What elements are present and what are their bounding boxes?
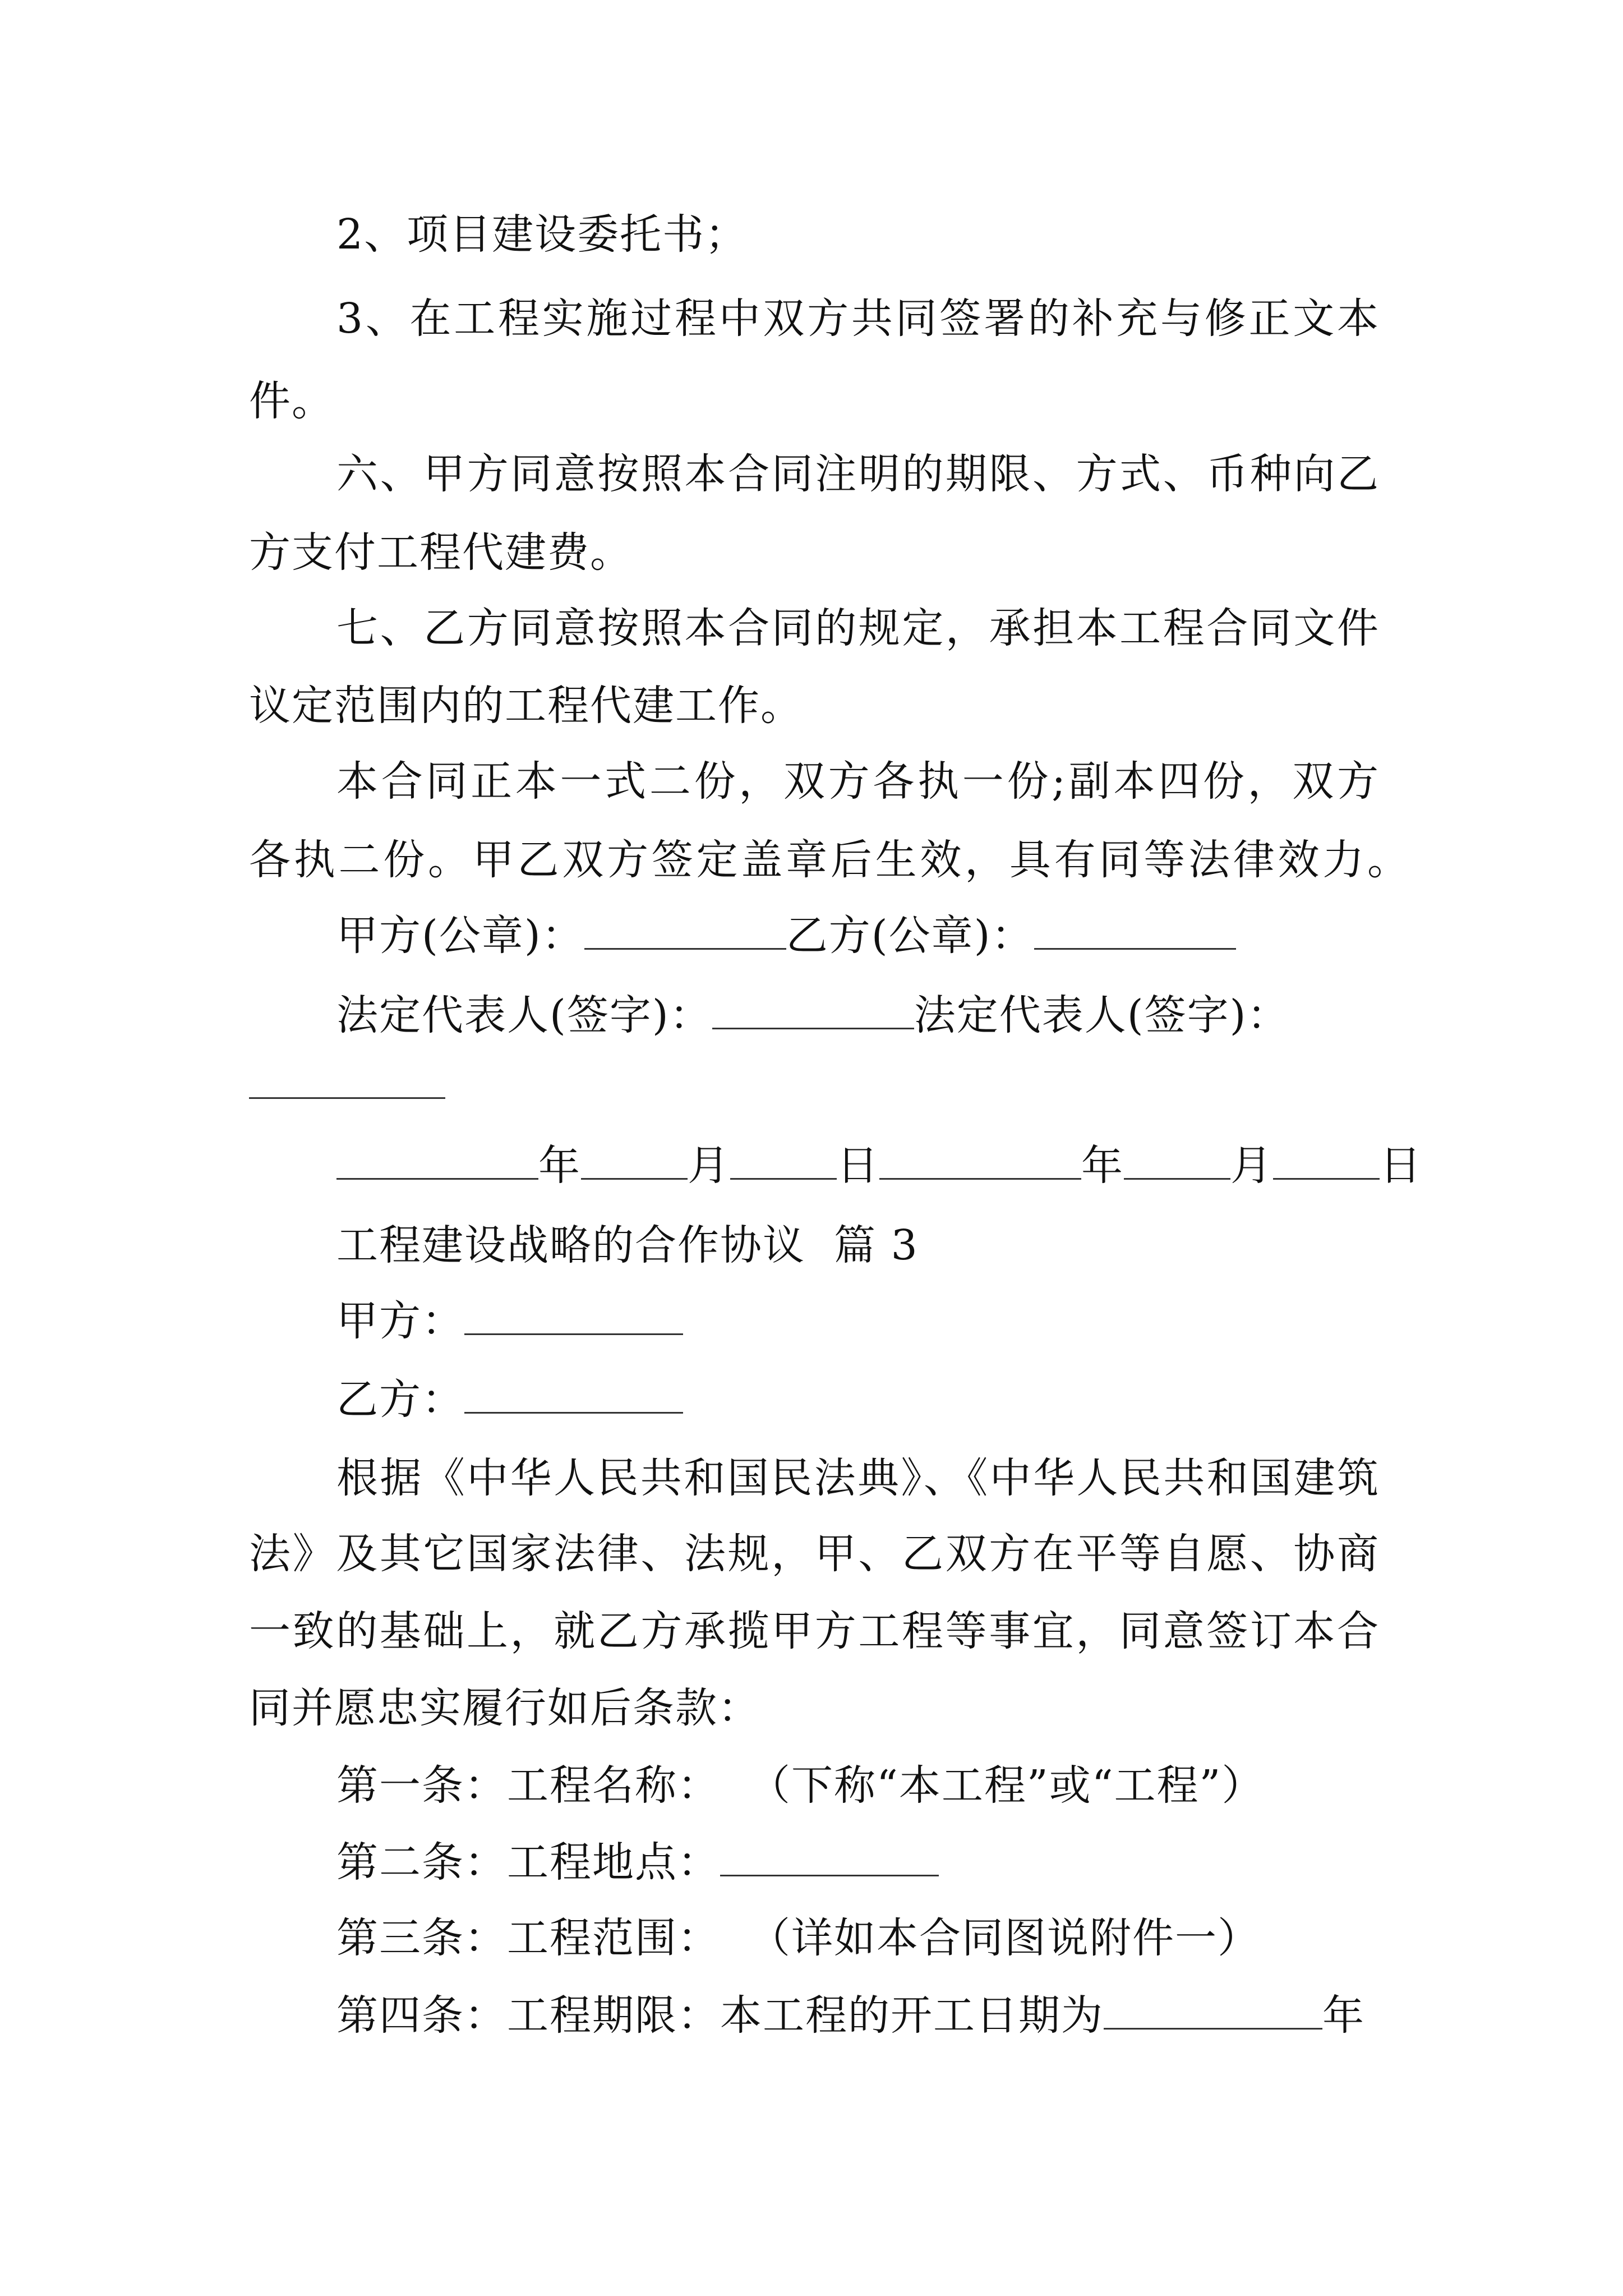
preamble-line-4: 同并愿忠实履行如后条款：	[249, 1684, 760, 1732]
start-year-label: 年	[1322, 1991, 1365, 2040]
item-3-continuation: 件。	[249, 377, 334, 425]
party-b-line	[336, 1372, 683, 1428]
seal-line	[336, 908, 1236, 964]
party-b-year-blank[interactable]	[879, 1141, 1081, 1180]
preamble-line-1: 根据《中华人民共和国民法典》、《中华人民共和国建筑	[336, 1454, 1380, 1502]
clause-6-line: 六、甲方同意按照本合同注明的期限、方式、币种向乙	[336, 450, 1380, 498]
party-a-day-blank[interactable]	[730, 1141, 837, 1180]
copies-line: 本合同正本一式二份，双方各执一份;副本四份，双方	[336, 757, 1380, 806]
preamble-line-2: 法》及其它国家法律、法规，甲、乙双方在平等自愿、协商	[249, 1530, 1380, 1578]
party-b-seal-blank[interactable]	[1034, 911, 1236, 950]
preamble-line-3: 一致的基础上，就乙方承揽甲方工程等事宜，同意签订本合	[249, 1607, 1380, 1655]
representative-line	[336, 987, 1290, 1043]
year-label-b: 年	[1081, 1142, 1124, 1190]
article-1: 第一条：工程名称： （下称“本工程”或“工程”）	[336, 1761, 1265, 1810]
party-b-day-blank[interactable]	[1273, 1141, 1380, 1180]
day-label-b: 日	[1380, 1142, 1422, 1190]
party-b-name-blank[interactable]	[464, 1375, 683, 1414]
party-a-seal-blank[interactable]	[584, 911, 786, 950]
clause-6-continuation: 方支付工程代建费。	[249, 528, 633, 577]
clause-7-continuation: 议定范围内的工程代建工作。	[249, 682, 803, 730]
item-2-line: 2、项目建设委托书；	[336, 210, 748, 259]
date-line	[336, 1138, 1422, 1194]
party-b-representative-label: 法定代表人(签字)：	[914, 991, 1290, 1039]
article-2-line	[336, 1834, 939, 1890]
party-a-year-blank[interactable]	[336, 1141, 538, 1180]
item-3-line: 3、在工程实施过程中双方共同签署的补充与修正文本	[336, 295, 1380, 343]
month-label-a: 月	[688, 1142, 730, 1190]
section-heading: 工程建设战略的合作协议 篇 3	[336, 1221, 919, 1269]
party-b-seal-label: 乙方(公章)：	[786, 912, 1034, 960]
month-label-b: 月	[1230, 1142, 1273, 1190]
party-a-representative-blank[interactable]	[712, 991, 914, 1029]
party-a-line	[336, 1293, 683, 1349]
day-label-a: 日	[837, 1142, 879, 1190]
party-a-representative-label: 法定代表人(签字)：	[336, 991, 712, 1039]
copies-continuation: 各执二份。甲乙双方签定盖章后生效，具有同等法律效力。	[249, 836, 1410, 884]
article-2: 第二条：工程地点：	[336, 1838, 720, 1887]
article-4-line	[336, 1987, 1365, 2044]
party-a-month-blank[interactable]	[581, 1141, 688, 1180]
start-year-blank[interactable]	[1104, 1991, 1322, 2030]
party-b-representative-blank[interactable]	[249, 1097, 445, 1099]
party-b-label: 乙方：	[336, 1375, 464, 1424]
party-a-seal-label: 甲方(公章)：	[336, 912, 584, 960]
party-b-month-blank[interactable]	[1124, 1141, 1230, 1180]
clause-7-line: 七、乙方同意按照本合同的规定，承担本工程合同文件	[336, 604, 1380, 652]
article-3: 第三条：工程范围： （详如本合同图说附件一）	[336, 1914, 1261, 1962]
project-location-blank[interactable]	[720, 1838, 939, 1876]
year-label-a: 年	[538, 1142, 581, 1190]
article-4: 第四条：工程期限：本工程的开工日期为	[336, 1991, 1104, 2040]
party-a-label: 甲方：	[336, 1297, 464, 1345]
party-a-name-blank[interactable]	[464, 1296, 683, 1335]
